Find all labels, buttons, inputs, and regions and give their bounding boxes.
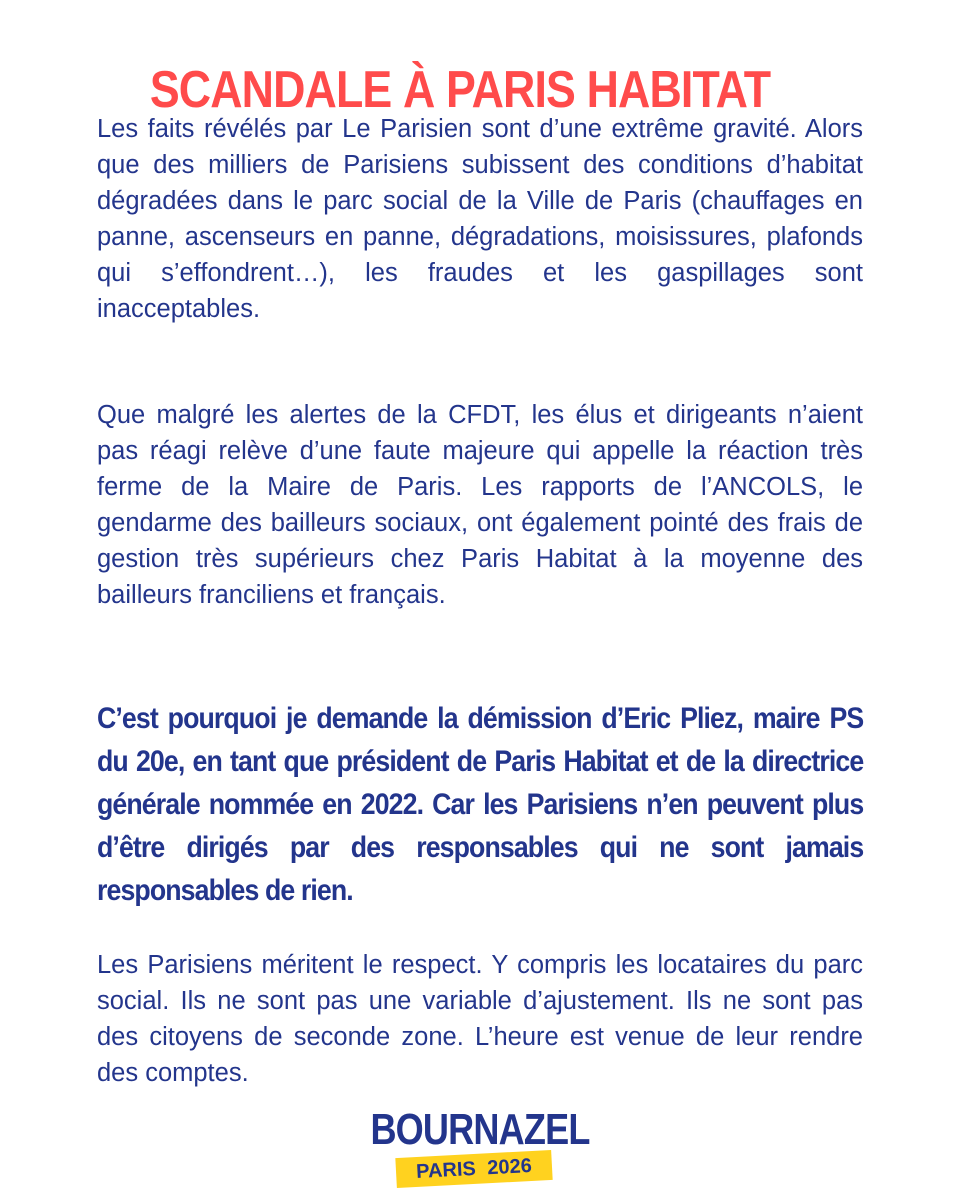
paragraph-alerts: Que malgré les alertes de la CFDT, les élus et dirigeants n’aient pas réagi relève d’une faute majeure qui appelle la réaction très ferme de la Maire de Paris. Les rapports de l’ANCOLS, le gendarme des bailleurs sociaux, ont également pointé des frais de gestion très supérieurs chez Paris Habitat à la moyenne des bailleurs franciliens et français. bbox=[97, 401, 863, 609]
logo-name: BOURNAZEL bbox=[370, 1105, 590, 1154]
page-title: SCANDALE À PARIS HABITAT bbox=[149, 60, 771, 119]
paragraph-respect: Les Parisiens méritent le respect. Y compris les locataires du parc social. Ils ne sont pas une variable d’ajustement. Ils ne sont pas des citoyens de seconde zone. L’heure est venue de leur rendre des comptes. bbox=[97, 951, 863, 1087]
logo-city: PARIS bbox=[415, 1157, 477, 1184]
paragraph-facts: Les faits révélés par Le Parisien sont d’une extrême gravité. Alors que des milliers de Parisiens subissent des conditions d’habitat dégradées dans le parc social de la Ville de Paris (chauffages en panne, ascenseurs en panne, dégradations, moisissures, plafonds qui s’effondrent…), les fraudes et les gaspillages sont inacceptables. bbox=[97, 115, 863, 323]
campaign-logo bbox=[0, 1100, 960, 1190]
paragraph-demand: C’est pourquoi je demande la démission d’Eric Pliez, maire PS du 20e, en tant que président de Paris Habitat et de la directrice générale nommée en 2022. Car les Parisiens n’en peuvent plus d’être dirigés par des responsables qui ne sont jamais responsables de rien. bbox=[97, 702, 864, 907]
logo-year: 2026 bbox=[486, 1154, 533, 1180]
